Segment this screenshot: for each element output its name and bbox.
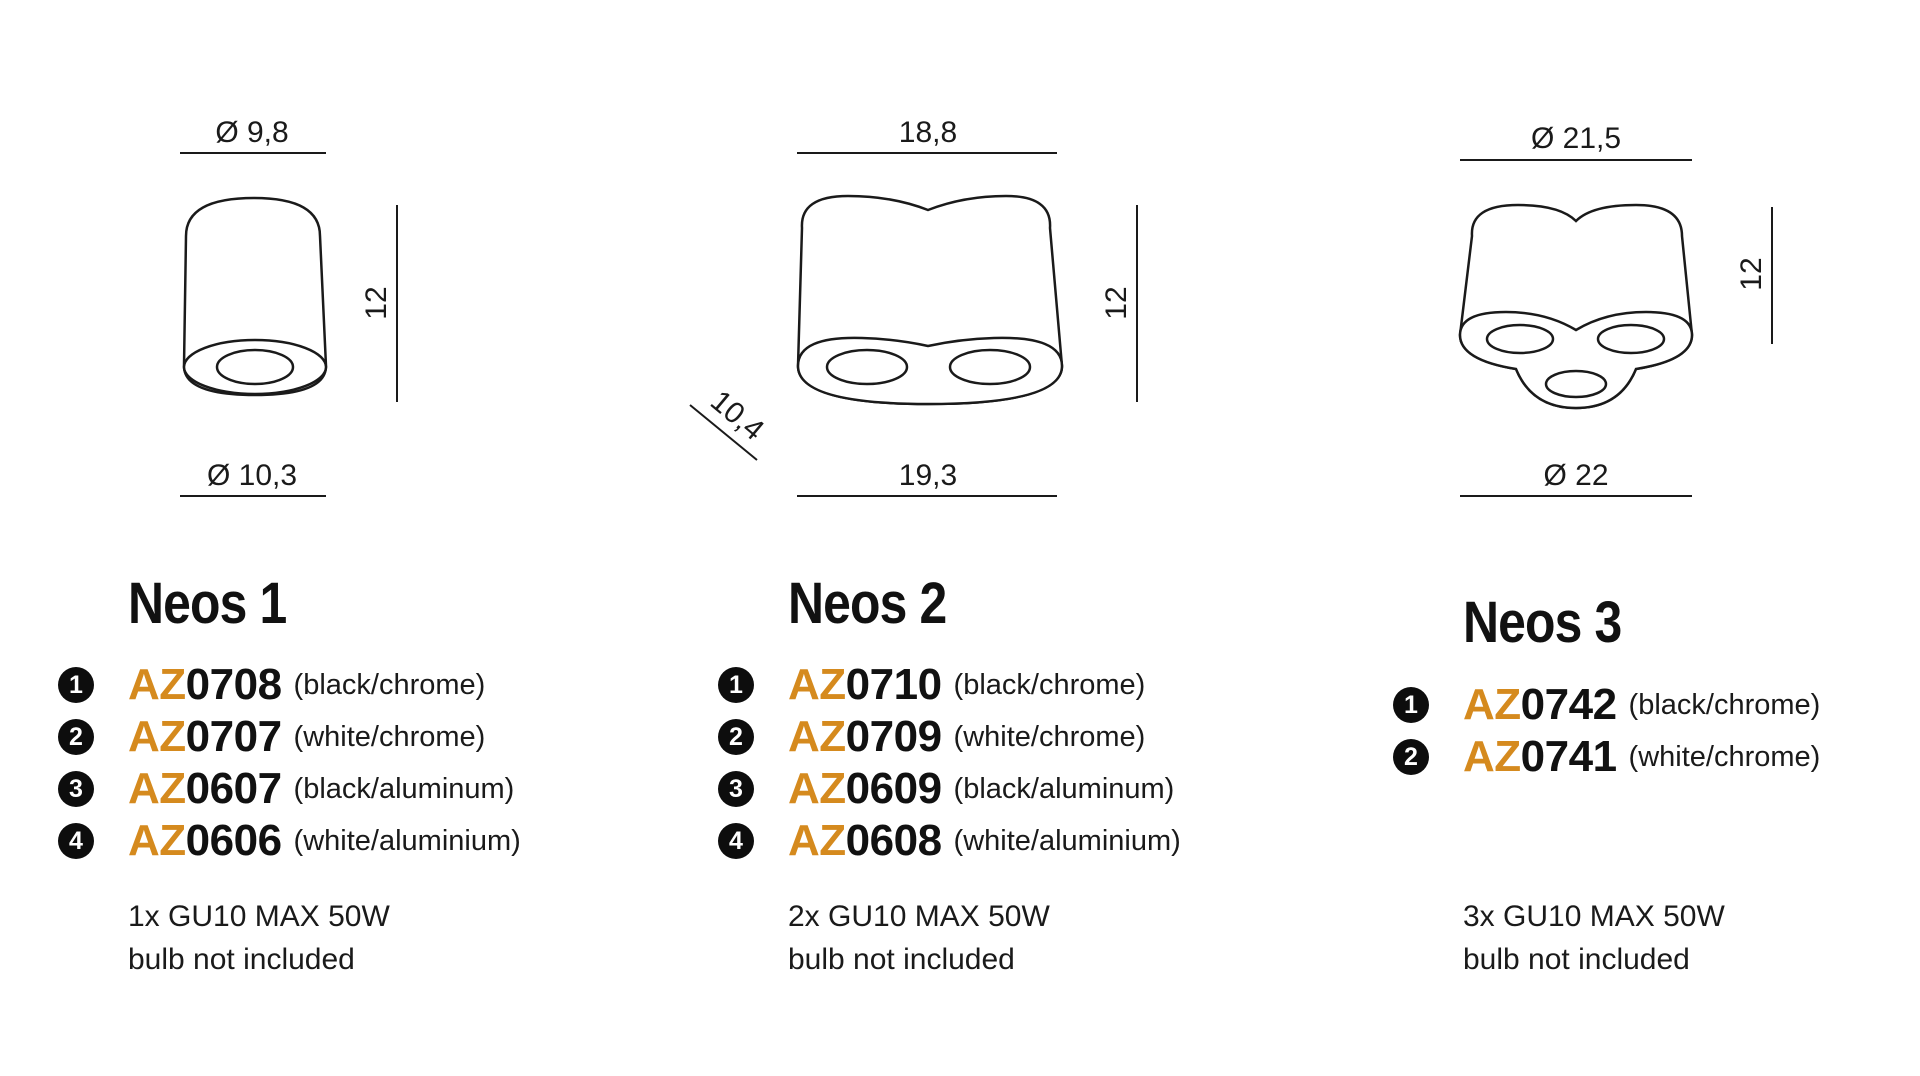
product-title: Neos 1 bbox=[128, 571, 287, 636]
bottom-width-label: 19,3 bbox=[898, 459, 958, 492]
neos-1-drawing bbox=[0, 0, 640, 560]
code-prefix: AZ bbox=[1463, 732, 1521, 781]
bulb-spec: 3x GU10 MAX 50W bbox=[1463, 900, 1725, 933]
finish-label: (black/chrome) bbox=[1628, 688, 1821, 721]
product-code bbox=[788, 816, 942, 866]
product-code bbox=[1463, 732, 1617, 782]
bulb-note: bulb not included bbox=[1463, 943, 1690, 976]
bulb-note: bulb not included bbox=[128, 943, 355, 976]
product-neos-3 bbox=[1330, 0, 1920, 1076]
spec-block bbox=[128, 895, 390, 981]
number-badge: 2 bbox=[718, 719, 754, 755]
finish-label: (black/aluminum) bbox=[953, 772, 1175, 805]
variant-item bbox=[718, 711, 1181, 763]
variant-item bbox=[58, 763, 521, 815]
variant-item bbox=[718, 763, 1181, 815]
height-label: 12 bbox=[1735, 257, 1768, 291]
neos-3-lamp-opening-right bbox=[1598, 325, 1664, 353]
number-badge: 1 bbox=[58, 667, 94, 703]
product-neos-1 bbox=[0, 0, 640, 1076]
number-badge: 2 bbox=[58, 719, 94, 755]
code-digits: 0742 bbox=[1520, 680, 1617, 729]
height-label: 12 bbox=[360, 286, 393, 320]
product-code bbox=[1463, 680, 1617, 730]
product-neos-2 bbox=[660, 0, 1300, 1076]
finish-label: (white/chrome) bbox=[953, 720, 1146, 753]
code-prefix: AZ bbox=[788, 660, 846, 709]
variant-item bbox=[58, 711, 521, 763]
bulb-spec: 2x GU10 MAX 50W bbox=[788, 900, 1050, 933]
height-label: 12 bbox=[1100, 286, 1133, 320]
code-prefix: AZ bbox=[788, 712, 846, 761]
code-prefix: AZ bbox=[128, 712, 186, 761]
code-digits: 0608 bbox=[845, 816, 942, 865]
product-code bbox=[128, 660, 282, 710]
product-code bbox=[128, 816, 282, 866]
neos-3-lamp-opening-front bbox=[1546, 371, 1606, 397]
code-prefix: AZ bbox=[128, 816, 186, 865]
code-prefix: AZ bbox=[1463, 680, 1521, 729]
code-digits: 0707 bbox=[185, 712, 282, 761]
product-code bbox=[128, 764, 282, 814]
bottom-diameter-label: Ø 22 bbox=[1543, 459, 1609, 492]
product-code bbox=[788, 660, 942, 710]
neos-2-lamp-opening-left bbox=[827, 350, 907, 384]
code-digits: 0609 bbox=[845, 764, 942, 813]
finish-label: (white/aluminium) bbox=[293, 824, 521, 857]
code-digits: 0708 bbox=[185, 660, 282, 709]
variant-item bbox=[1393, 731, 1820, 783]
code-digits: 0606 bbox=[185, 816, 282, 865]
variant-item bbox=[718, 659, 1181, 711]
code-digits: 0741 bbox=[1520, 732, 1617, 781]
product-code bbox=[128, 712, 282, 762]
spec-block bbox=[1463, 895, 1725, 981]
top-diameter-label: Ø 9,8 bbox=[215, 116, 289, 149]
code-digits: 0710 bbox=[845, 660, 942, 709]
code-prefix: AZ bbox=[788, 764, 846, 813]
top-width-label: 18,8 bbox=[898, 116, 958, 149]
finish-label: (white/aluminium) bbox=[953, 824, 1181, 857]
finish-label: (white/chrome) bbox=[293, 720, 486, 753]
code-digits: 0709 bbox=[845, 712, 942, 761]
code-prefix: AZ bbox=[788, 816, 846, 865]
finish-label: (black/chrome) bbox=[953, 668, 1146, 701]
product-code bbox=[788, 764, 942, 814]
code-prefix: AZ bbox=[128, 660, 186, 709]
variant-list bbox=[1393, 679, 1820, 783]
finish-label: (white/chrome) bbox=[1628, 740, 1821, 773]
depth-label: 10,4 bbox=[704, 384, 771, 448]
bulb-spec: 1x GU10 MAX 50W bbox=[128, 900, 390, 933]
variant-item bbox=[718, 815, 1181, 867]
neos-2-lamp-opening-right bbox=[950, 350, 1030, 384]
spec-block bbox=[788, 895, 1050, 981]
product-title: Neos 3 bbox=[1463, 590, 1622, 655]
variant-item bbox=[58, 659, 521, 711]
bulb-note: bulb not included bbox=[788, 943, 1015, 976]
number-badge: 4 bbox=[718, 823, 754, 859]
variant-item bbox=[58, 815, 521, 867]
number-badge: 1 bbox=[718, 667, 754, 703]
code-digits: 0607 bbox=[185, 764, 282, 813]
variant-item bbox=[1393, 679, 1820, 731]
variant-list bbox=[58, 659, 521, 867]
number-badge: 4 bbox=[58, 823, 94, 859]
number-badge: 2 bbox=[1393, 739, 1429, 775]
product-title: Neos 2 bbox=[788, 571, 947, 636]
finish-label: (black/chrome) bbox=[293, 668, 486, 701]
number-badge: 1 bbox=[1393, 687, 1429, 723]
neos-3-drawing bbox=[1330, 0, 1920, 560]
neos-1-lamp-opening bbox=[217, 350, 293, 384]
neos-3-lamp-opening-left bbox=[1487, 325, 1553, 353]
code-prefix: AZ bbox=[128, 764, 186, 813]
finish-label: (black/aluminum) bbox=[293, 772, 515, 805]
variant-list bbox=[718, 659, 1181, 867]
number-badge: 3 bbox=[718, 771, 754, 807]
top-diameter-label: Ø 21,5 bbox=[1530, 122, 1622, 155]
neos-2-drawing bbox=[660, 0, 1300, 560]
bottom-diameter-label: Ø 10,3 bbox=[206, 459, 298, 492]
number-badge: 3 bbox=[58, 771, 94, 807]
product-code bbox=[788, 712, 942, 762]
